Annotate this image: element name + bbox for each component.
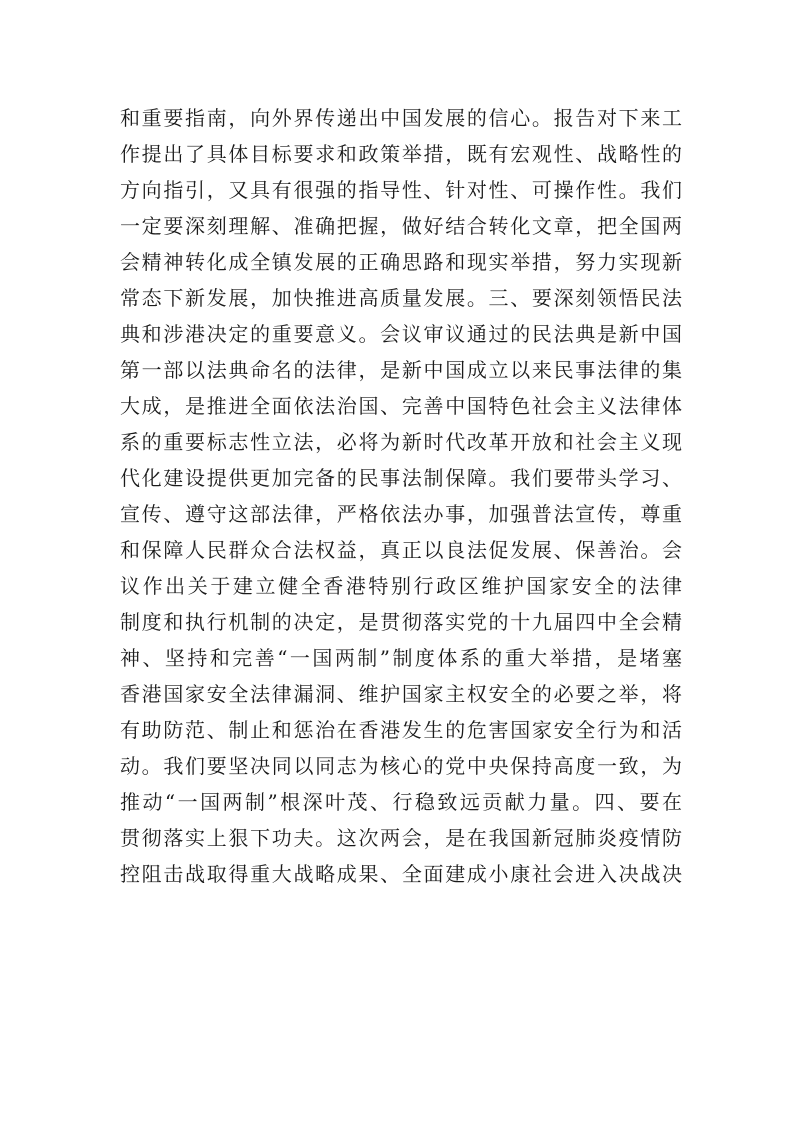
text-line: 动。我们要坚决同以同志为核心的党中央保持高度一致，为 bbox=[120, 754, 682, 778]
text-line: 宣传、遵守这部法律，严格依法办事，加强普法宣传，尊重 bbox=[120, 502, 682, 526]
text-line: 一定要深刻理解、准确把握，做好结合转化文章，把全国两 bbox=[120, 214, 682, 238]
text-line: 和保障人民群众合法权益，真正以良法促发展、保善治。会 bbox=[120, 538, 682, 562]
text-line: 会精神转化成全镇发展的正确思路和现实举措，努力实现新 bbox=[120, 250, 682, 274]
text-line: 香港国家安全法律漏洞、维护国家主权安全的必要之举，将 bbox=[120, 682, 682, 706]
text-line: 制度和执行机制的决定，是贯彻落实党的十九届四中全会精 bbox=[120, 610, 682, 634]
text-line: 推动“一国两制”根深叶茂、行稳致远贡献力量。四、要在 bbox=[120, 790, 682, 814]
body-text bbox=[120, 100, 682, 892]
text-line: 控阻击战取得重大战略成果、全面建成小康社会进入决战决 bbox=[120, 862, 682, 886]
text-line: 代化建设提供更加完备的民事法制保障。我们要带头学习、 bbox=[120, 466, 682, 490]
text-line: 议作出关于建立健全香港特别行政区维护国家安全的法律 bbox=[120, 574, 682, 598]
text-line: 典和涉港决定的重要意义。会议审议通过的民法典是新中国 bbox=[120, 322, 682, 346]
text-line: 贯彻落实上狠下功夫。这次两会，是在我国新冠肺炎疫情防 bbox=[120, 826, 682, 850]
text-line: 第一部以法典命名的法律，是新中国成立以来民事法律的集 bbox=[120, 358, 682, 382]
text-line: 作提出了具体目标要求和政策举措，既有宏观性、战略性的 bbox=[120, 142, 682, 166]
text-line: 方向指引，又具有很强的指导性、针对性、可操作性。我们 bbox=[120, 178, 682, 202]
text-line: 大成，是推进全面依法治国、完善中国特色社会主义法律体 bbox=[120, 394, 682, 418]
text-line: 有助防范、制止和惩治在香港发生的危害国家安全行为和活 bbox=[120, 718, 682, 742]
text-line: 神、坚持和完善“一国两制”制度体系的重大举措，是堵塞 bbox=[120, 646, 682, 670]
text-line: 系的重要标志性立法，必将为新时代改革开放和社会主义现 bbox=[120, 430, 682, 454]
text-line: 和重要指南，向外界传递出中国发展的信心。报告对下来工 bbox=[120, 106, 682, 130]
text-line: 常态下新发展，加快推进高质量发展。三、要深刻领悟民法 bbox=[120, 286, 682, 310]
